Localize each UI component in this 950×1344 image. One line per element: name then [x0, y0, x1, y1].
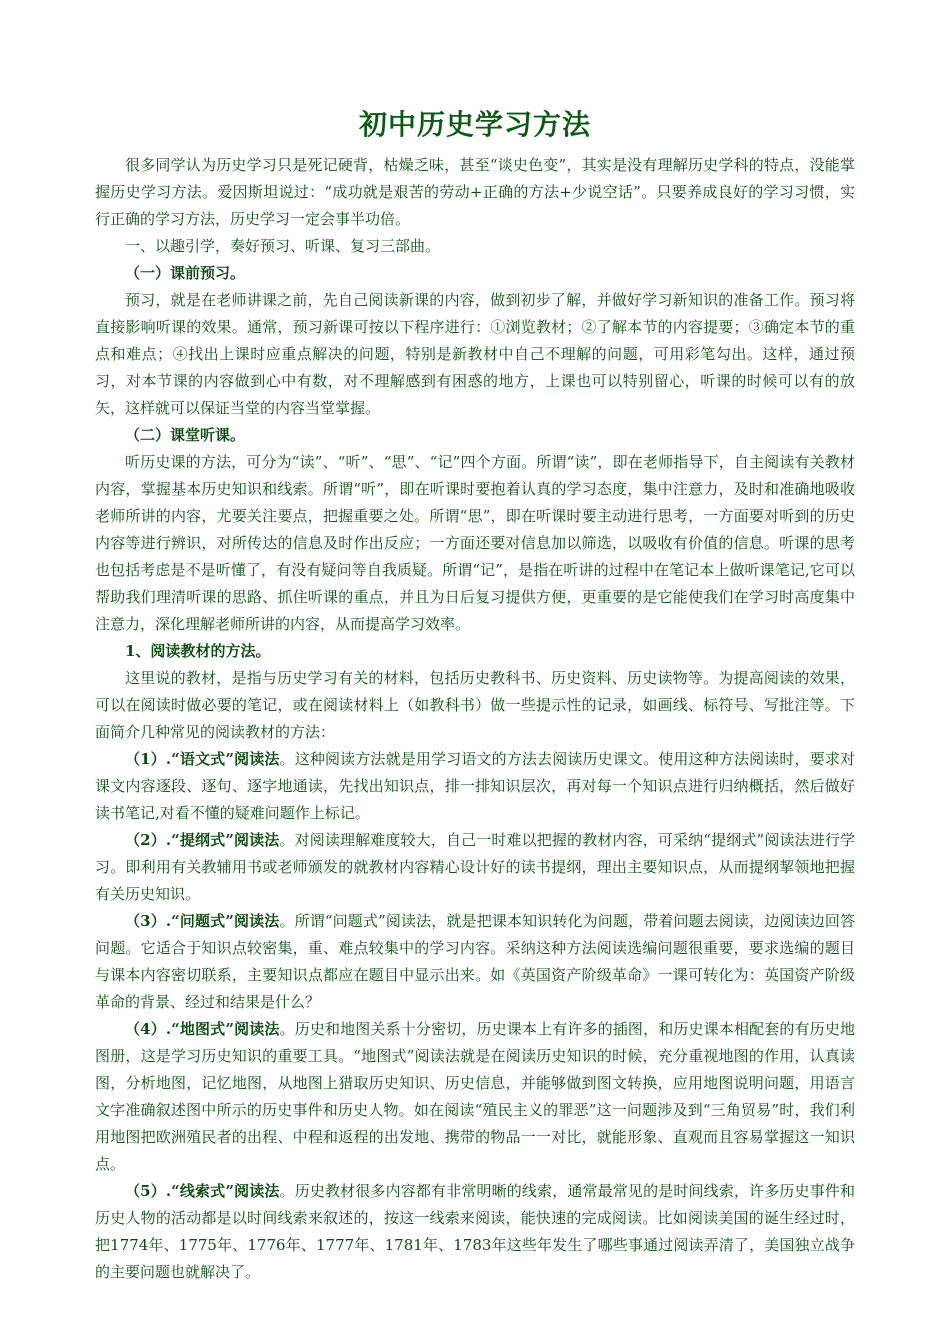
subheading-reading: 1、阅读教材的方法。	[125, 642, 271, 660]
method-3-body: 。所谓“问题式”阅读法，就是把课本知识转化为问题，带着问题去阅读，边阅读边回答问题。它适合于知识点较密集，重、难点较集中的学习内容。采纳这种方法阅读选编问题很重要，要求选编的题目与课本内容密切联系，主要知识点都应在题目中显示出来。如《英国资产阶级革命》一课可转化为：英国资产阶级革命的背景、经过和结果是什么？	[95, 912, 856, 1011]
method-3-heading: （3）.“问题式”阅读法	[125, 912, 280, 930]
reading-paragraph: 这里说的教材，是指与历史学习有关的材料，包括历史教科书、历史资料、历史读物等。为提高阅读的效果，可以在阅读时做必要的笔记，或在阅读材料上（如教科书）做一些提示性的记录，如画线、标符号、写批注等。下面简介几种常见的阅读教材的方法：	[95, 669, 855, 741]
method-1-heading: （1）.“语文式”阅读法	[125, 750, 280, 768]
method-4-body: 。历史和地图关系十分密切，历史课本上有许多的插图，和历史课本相配套的有历史地图册，这是学习历史知识的重要工具。“地图式”阅读法就是在阅读历史知识的时候，充分重视地图的作用，认真读图，分析地图，记忆地图，从地图上猎取历史知识、历史信息，并能够做到图文转换，应用地图说明问题，用语言文字准确叙述图中所示的历史事件和历史人物。如在阅读“殖民主义的罪恶”这一问题涉及到“三角贸易”时，我们利用地图把欧洲殖民者的出程、中程和返程的出发地、携带的物品一一对比，就能形象、直观而且容易掌握这一知识点。	[95, 1020, 855, 1173]
section-heading-1: 一、以趣引学，奏好预习、听课、复习三部曲。	[125, 237, 441, 255]
method-4-heading: （4）.“地图式”阅读法	[125, 1020, 280, 1038]
method-5-paragraph	[95, 1178, 855, 1286]
subheading-lecture: （二）课堂听课。	[125, 426, 246, 444]
method-2-paragraph	[95, 827, 855, 908]
method-1-paragraph	[95, 746, 855, 827]
method-1-body: 。这种阅读方法就是用学习语文的方法去阅读历史课文。使用这种方法阅读时，要求对课文内容逐段、逐句、逐字地通读，先找出知识点，排一排知识层次，再对每一个知识点进行归纳概括，然后做好读书笔记,对看不懂的疑难问题作上标记。	[95, 750, 855, 822]
document-title: 初中历史学习方法	[358, 108, 591, 141]
lecture-paragraph: 听历史课的方法，可分为“读”、“听”、“思”、“记”四个方面。所谓“读”，即在老师指导下，自主阅读有关教材内容，掌握基本历史知识和线索。所谓“听”，即在听课时要抱着认真的学习态度，集中注意力，及时和准确地吸收老师所讲的内容，尤要关注要点，把握重要之处。所谓“思”，即在听课时要主动进行思考，一方面要对听到的历史内容等进行辨识，对所传达的信息及时作出反应；一方面还要对信息加以筛选，以吸收有价值的信息。听课的思考也包括考虑是不是听懂了，有没有疑问等自我质疑。所谓“记”，是指在听讲的过程中在笔记本上做听课笔记,它可以帮助我们理清听课的思路、抓住听课的重点，并且为日后复习提供方便，更重要的是它能使我们在学习时高度集中注意力，深化理解老师所讲的内容，从而提高学习效率。	[95, 453, 855, 633]
document-page	[95, 98, 855, 1286]
intro-paragraph: 很多同学认为历史学习只是死记硬背，枯燥乏味，甚至“谈史色变”，其实是没有理解历史学科的特点，没能掌握历史学习方法。爱因斯坦说过：“成功就是艰苦的劳动+正确的方法+少说空话”。只要养成良好的学习习惯，实行正确的学习方法，历史学习一定会事半功倍。	[95, 156, 855, 228]
method-2-body: 。对阅读理解难度较大，自己一时难以把握的教材内容，可采纳“提纲式”阅读法进行学习。即利用有关教辅用书或老师颁发的就教材内容精心设计好的读书提纲，理出主要知识点，从而提纲挈领地把握有关历史知识。	[95, 831, 856, 903]
method-5-heading: （5）.“线索式”阅读法	[125, 1182, 280, 1200]
method-3-paragraph	[95, 908, 855, 1016]
method-2-heading: （2）.“提纲式”阅读法	[125, 831, 280, 849]
method-5-body: 。历史教材很多内容都有非常明晰的线索，通常最常见的是时间线索，许多历史事件和历史人物的活动都是以时间线索来叙述的，按这一线索来阅读，能快速的完成阅读。比如阅读美国的诞生经过时，把1774年、1775年、1776年、1777年、1781年、1783年这些年发生了哪些事通过阅读弄清了，美国独立战争的主要问题也就解决了。	[95, 1182, 855, 1281]
method-4-paragraph	[95, 1016, 855, 1178]
subheading-preview: （一）课前预习。	[125, 264, 246, 282]
preview-paragraph: 预习，就是在老师讲课之前，先自己阅读新课的内容，做到初步了解，并做好学习新知识的准备工作。预习将直接影响听课的效果。通常，预习新课可按以下程序进行：①浏览教材；②了解本节的内容提要；③确定本节的重点和难点；④找出上课时应重点解决的问题，特别是新教材中自己不理解的问题，可用彩笔勾出。这样，通过预习，对本节课的内容做到心中有数，对不理解感到有困惑的地方，上课也可以特别留心，听课的时候可以有的放矢，这样就可以保证当堂的内容当堂掌握。	[95, 291, 855, 417]
